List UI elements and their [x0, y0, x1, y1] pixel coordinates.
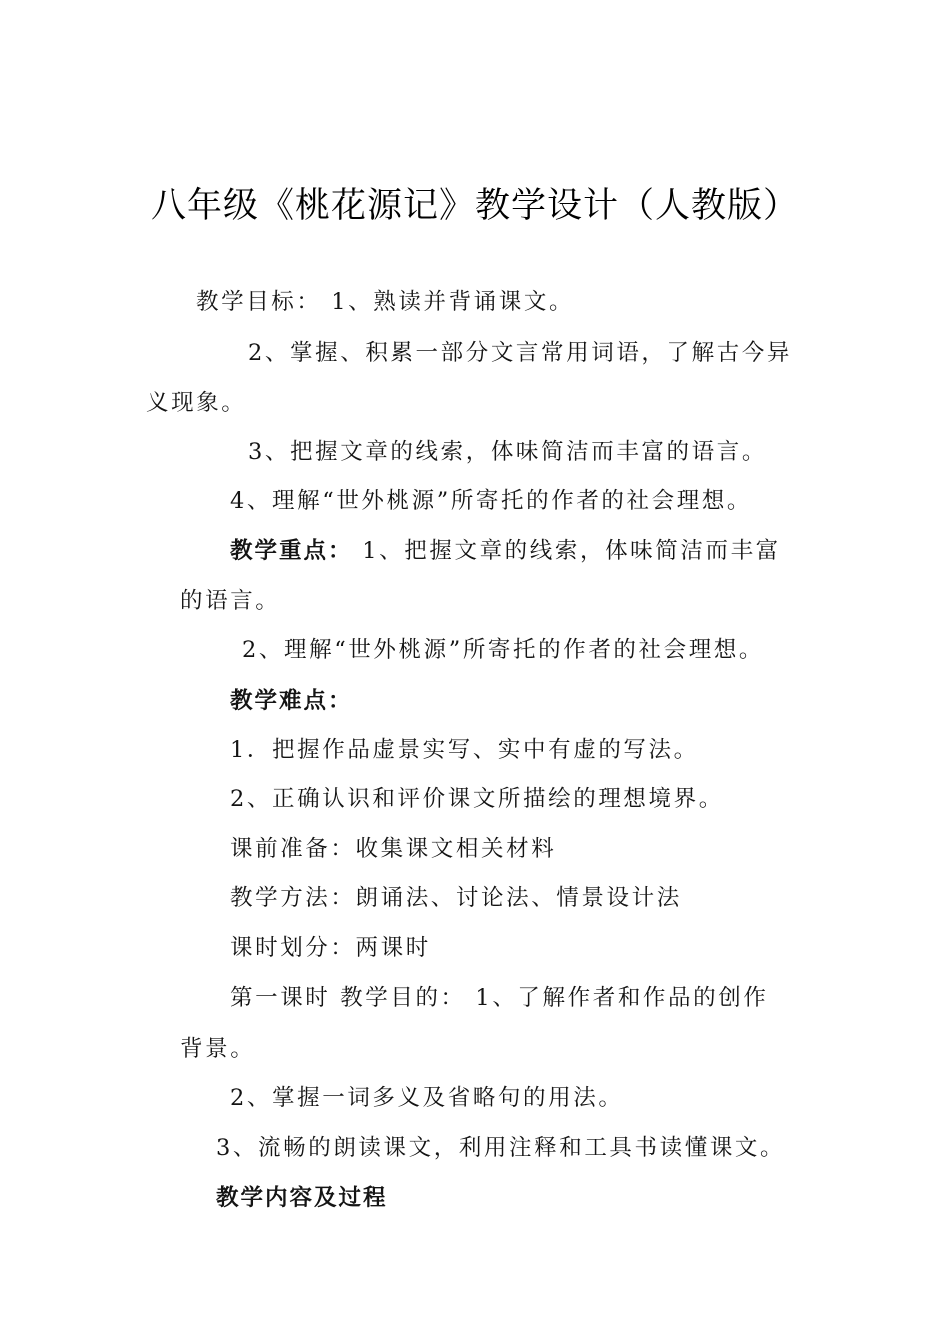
- difficulties-item-2: 2、正确认识和评价课文所描绘的理想境界。: [230, 786, 724, 812]
- schedule-line: 课时划分：两课时: [230, 935, 431, 961]
- content-process-heading: 教学内容及过程: [216, 1185, 388, 1211]
- objectives-line-4: 4、理解“世外桃源”所寄托的作者的社会理想。: [230, 488, 753, 514]
- document-title: 八年级《桃花源记》教学设计（人教版）: [150, 186, 799, 226]
- difficulties-heading: 教学难点：: [230, 688, 353, 714]
- key-points-item-1-cont: 的语言。: [180, 588, 281, 614]
- key-points-line: [230, 536, 781, 566]
- objectives-line-2: 2、掌握、积累一部分文言常用词语，了解古今异: [248, 340, 793, 366]
- key-points-item-2: 2、理解“世外桃源”所寄托的作者的社会理想。: [242, 637, 765, 663]
- methods-line: 教学方法：朗诵法、讨论法、情景设计法: [230, 885, 682, 911]
- lesson-one-line-3: 3、流畅的朗读课文，利用注释和工具书读懂课文。: [216, 1135, 786, 1161]
- lesson-one-line-1: 第一课时 教学目的： 1、了解作者和作品的创作: [230, 985, 769, 1011]
- key-points-heading: 教学重点：: [230, 538, 353, 564]
- key-points-item-1: 1、把握文章的线索，体味简洁而丰富: [352, 538, 781, 564]
- objectives-line-3: 3、把握文章的线索，体味简洁而丰富的语言。: [248, 439, 767, 465]
- preparation-line: 课前准备：收集课文相关材料: [230, 836, 557, 862]
- difficulties-item-1: 1．把握作品虚景实写、实中有虚的写法。: [230, 737, 699, 763]
- objectives-line-2-cont: 义现象。: [146, 390, 247, 416]
- lesson-one-line-2: 2、掌握一词多义及省略句的用法。: [230, 1085, 624, 1111]
- lesson-one-line-1-cont: 背景。: [180, 1036, 256, 1062]
- objectives-line-1: 教学目标： 1、熟读并背诵课文。: [196, 289, 575, 315]
